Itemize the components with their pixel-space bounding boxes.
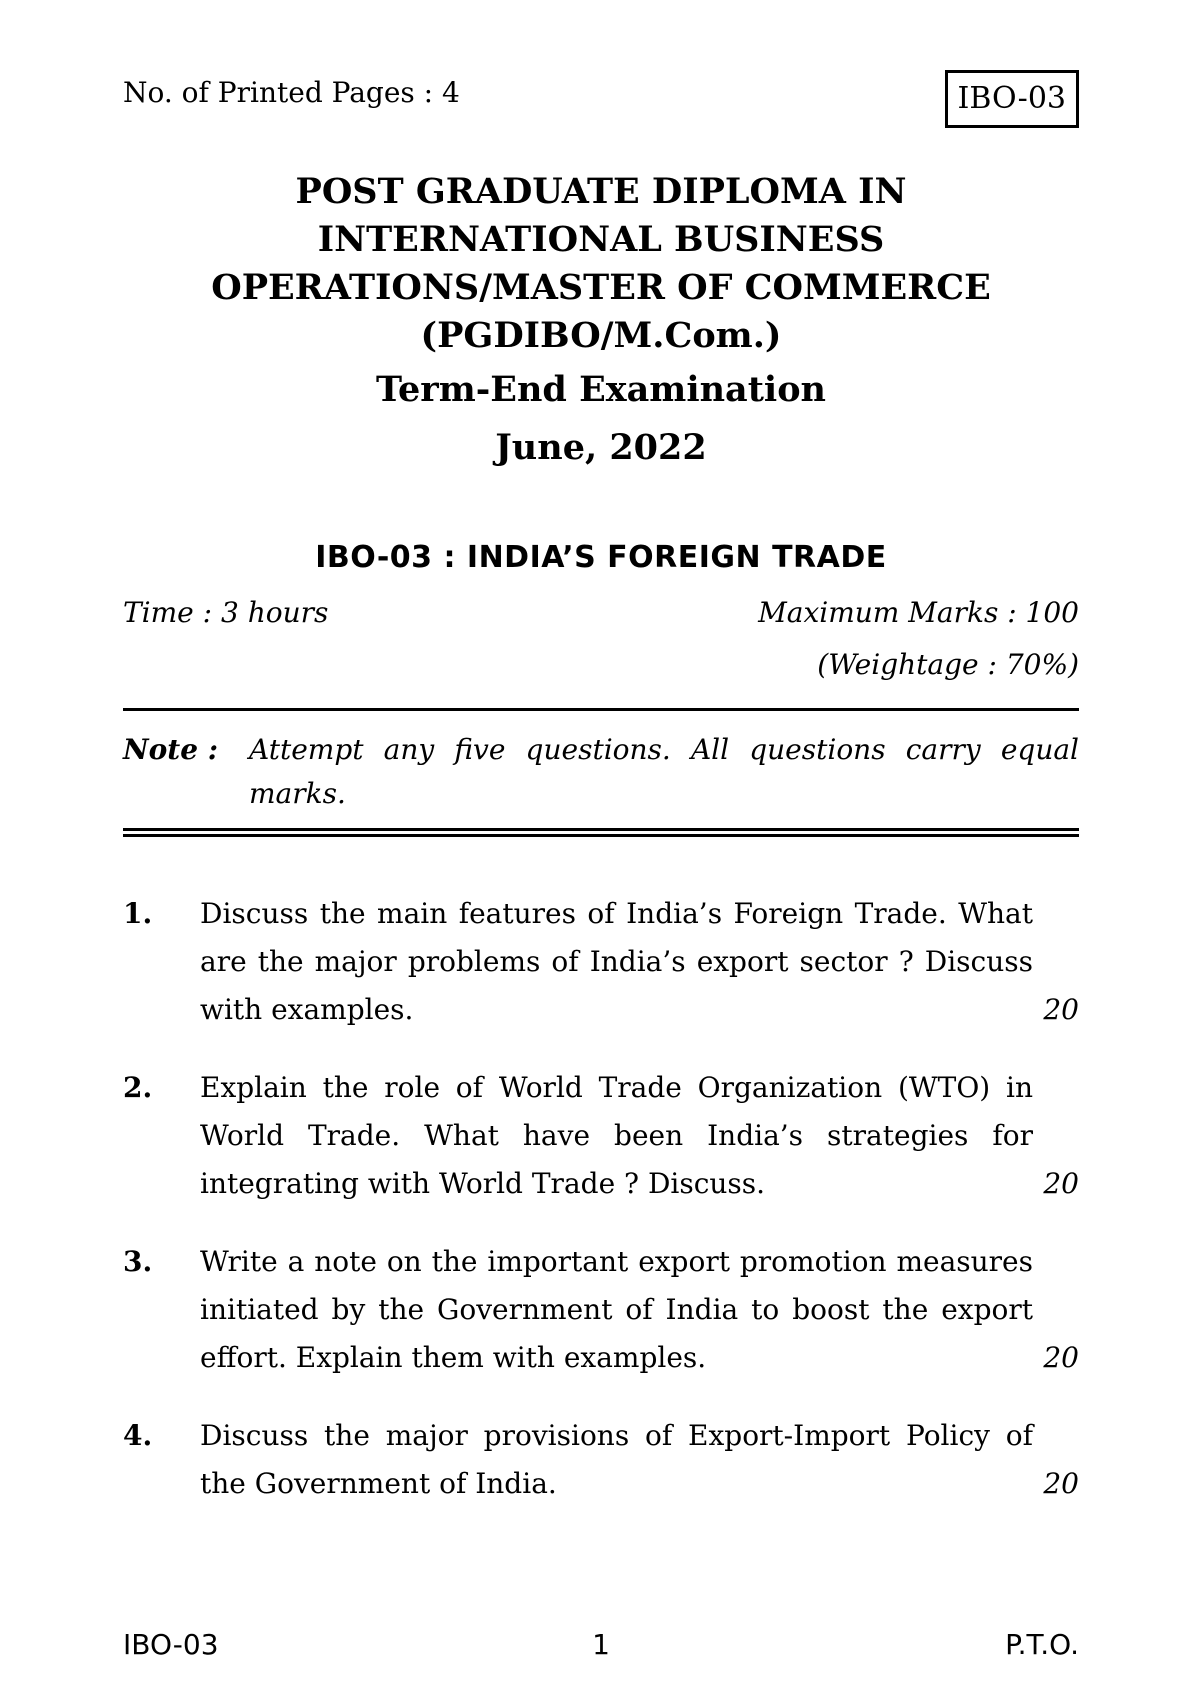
question-text: Discuss the main features of India’s Foreign Trade. What are the major problems of India’s export sector ? Discuss with examples. <box>200 897 1033 1026</box>
question-marks: 20 <box>1043 1467 1079 1500</box>
page-header <box>123 70 1079 130</box>
question-text: Discuss the major provisions of Export-Import Policy of the Government of India. <box>200 1419 1033 1500</box>
question-text: Explain the role of World Trade Organization (WTO) in World Trade. What have been India’s strategies for integrating with World Trade ? Discuss. <box>200 1071 1033 1200</box>
question-item <box>123 1238 1079 1382</box>
footer-paper-code: IBO-03 <box>123 1628 219 1661</box>
time-allowed: Time : 3 hours <box>123 596 329 629</box>
weightage: (Weightage : 70%) <box>817 648 1079 681</box>
question-marks: 20 <box>1043 1167 1079 1200</box>
course-subject: IBO-03 : INDIA’S FOREIGN TRADE <box>315 540 887 575</box>
question-number: 4. <box>123 1419 153 1452</box>
title-block <box>123 168 1079 476</box>
question-number: 3. <box>123 1245 153 1278</box>
page-number: 1 <box>592 1628 610 1661</box>
question-item <box>123 1064 1079 1208</box>
question-text: Write a note on the important export promotion measures initiated by the Government of India to boost the export effort. Explain them with examples. <box>200 1245 1033 1374</box>
divider-single <box>123 708 1079 711</box>
divider-double <box>123 828 1079 831</box>
exam-name: Term-End Examination <box>375 369 826 410</box>
printed-pages-count: No. of Printed Pages : 4 <box>123 76 460 109</box>
question-marks: 20 <box>1043 993 1079 1026</box>
page-footer <box>123 1628 1079 1668</box>
programme-title-line-3: OPERATIONS/MASTER OF COMMERCE <box>211 267 991 308</box>
exam-date: June, 2022 <box>495 427 707 468</box>
question-item <box>123 1412 1079 1508</box>
question-list <box>123 890 1079 1508</box>
programme-title-line-4: (PGDIBO/M.Com.) <box>420 315 782 356</box>
programme-title-line-1: POST GRADUATE DIPLOMA IN <box>295 171 907 212</box>
note-text: Attempt any five questions. All questions carry equal marks. <box>249 733 1079 810</box>
question-number: 2. <box>123 1071 153 1104</box>
question-marks: 20 <box>1043 1341 1079 1374</box>
paper-code-box: IBO-03 <box>945 70 1079 128</box>
programme-title-line-2: INTERNATIONAL BUSINESS <box>317 219 885 260</box>
maximum-marks: Maximum Marks : 100 <box>758 596 1079 629</box>
question-number: 1. <box>123 897 153 930</box>
note-label: Note : <box>123 733 219 766</box>
question-item <box>123 890 1079 1034</box>
please-turn-over: P.T.O. <box>1005 1628 1079 1661</box>
